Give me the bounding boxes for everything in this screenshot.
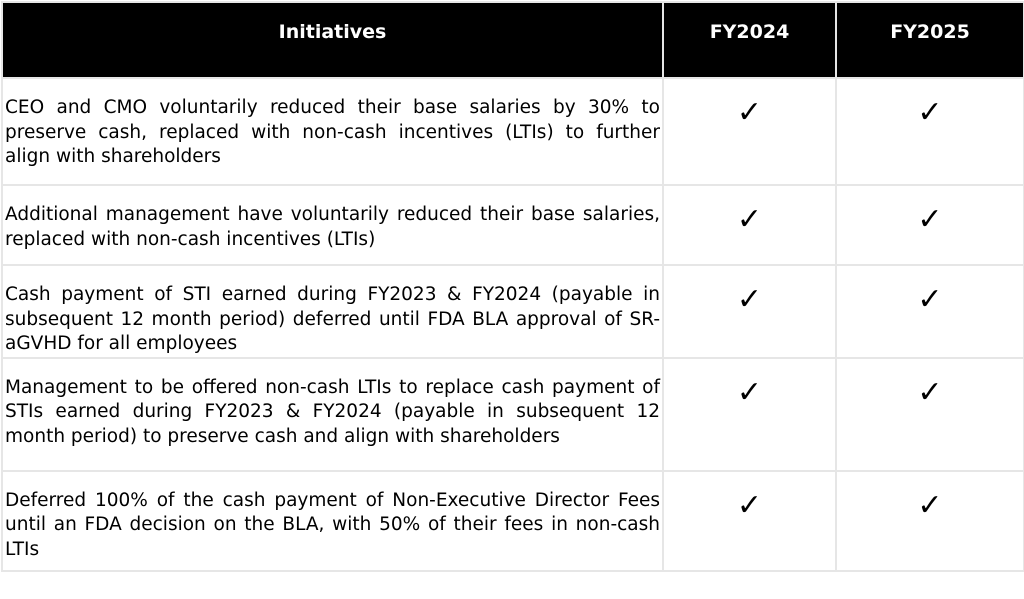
- header-fy2025: FY2025: [836, 2, 1024, 78]
- check-icon: ✓: [736, 374, 763, 410]
- check-icon: ✓: [736, 487, 763, 523]
- fy2024-cell: [663, 78, 836, 185]
- fy2025-cell: [836, 185, 1024, 265]
- check-icon: ✓: [736, 202, 763, 237]
- check-icon: ✓: [736, 282, 763, 317]
- fy2025-cell: [836, 358, 1024, 471]
- fy2025-cell: [836, 265, 1024, 358]
- initiative-cell: Management to be offered non-cash LTIs to replace cash payment of STIs earned during FY2023 & FY2024 (payable in subsequent 12 month period) to preserve cash and align with shareholders: [2, 358, 663, 471]
- header-fy2024: FY2024: [663, 2, 836, 78]
- check-icon: ✓: [917, 202, 943, 237]
- table-row: [2, 265, 1024, 358]
- initiative-cell: CEO and CMO voluntarily reduced their base salaries by 30% to preserve cash, replaced with non-cash incentives (LTIs) to further align with shareholders: [2, 78, 663, 185]
- initiative-cell: Deferred 100% of the cash payment of Non-Executive Director Fees until an FDA decision on the BLA, with 50% of their fees in non-cash LTIs: [2, 471, 663, 571]
- fy2024-cell: [663, 471, 836, 571]
- table-row: [2, 471, 1024, 571]
- table-body: [2, 78, 1024, 571]
- check-icon: ✓: [917, 374, 943, 410]
- fy2025-cell: [836, 78, 1024, 185]
- check-icon: ✓: [736, 95, 763, 130]
- table-row: [2, 185, 1024, 265]
- table-row: [2, 358, 1024, 471]
- fy2024-cell: [663, 358, 836, 471]
- check-icon: ✓: [917, 487, 943, 523]
- header-row: [2, 2, 1024, 78]
- fy2025-cell: [836, 471, 1024, 571]
- initiative-cell: Additional management have voluntarily reduced their base salaries, replaced with non-cash incentives (LTIs): [2, 185, 663, 265]
- check-icon: ✓: [917, 95, 943, 130]
- table-header: [2, 2, 1024, 78]
- header-initiatives: Initiatives: [2, 2, 663, 78]
- table-row: [2, 78, 1024, 185]
- check-icon: ✓: [917, 282, 943, 317]
- fy2024-cell: [663, 185, 836, 265]
- fy2024-cell: [663, 265, 836, 358]
- initiative-cell: Cash payment of STI earned during FY2023 & FY2024 (payable in subsequent 12 month period) deferred until FDA BLA approval of SR-aGVHD for all employees: [2, 265, 663, 358]
- initiatives-table: [1, 1, 1024, 572]
